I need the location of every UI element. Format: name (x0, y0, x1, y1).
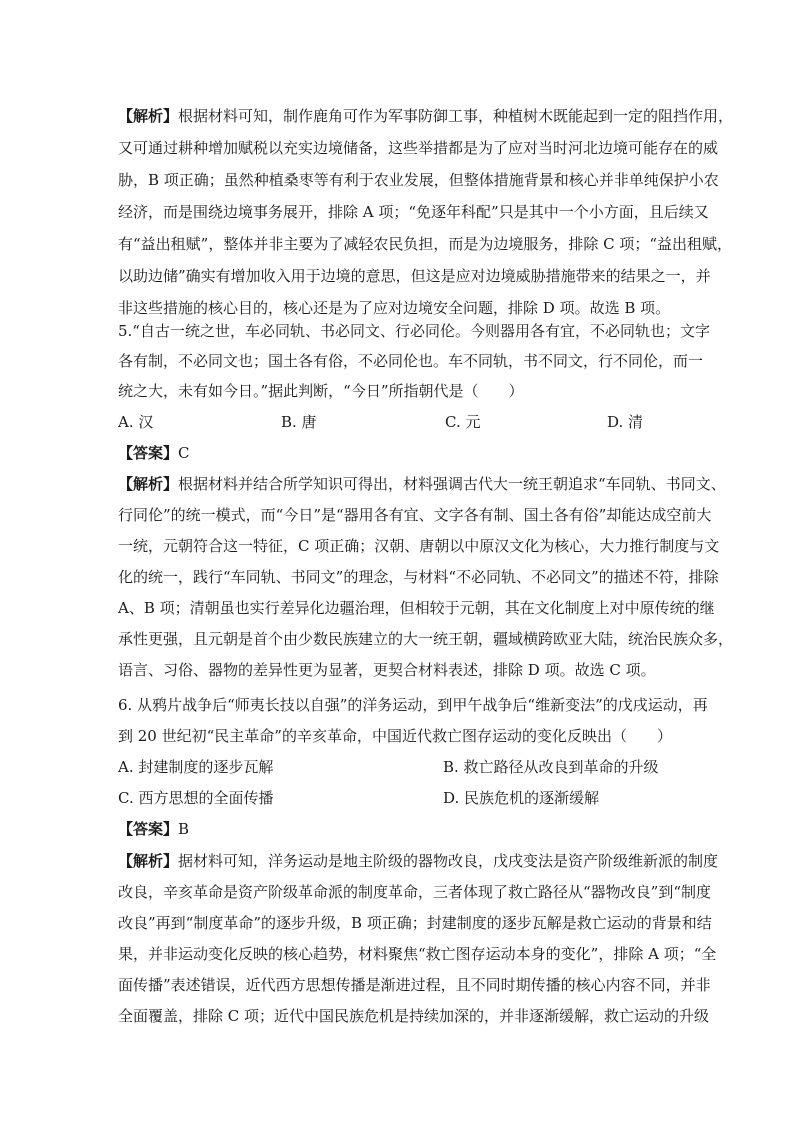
q5-analysis-line-5: A、B 项；清朝虽也实行差异化边疆治理，但相较于元朝，其在文化制度上对中原传统的继 (118, 599, 715, 617)
q4-analysis-line-2: 又可通过耕种增加赋税以充实边境储备，这些举措都是为了应对当时河北边境可能存在的威 (118, 139, 719, 157)
answer-label: 【答案】 (118, 444, 179, 462)
q5-stem-line-2: 各有制，不必同文也；国土各有俗，不必同伦也。车不同轨，书不同文，行不同伦，而一 (118, 352, 704, 370)
q5-analysis-line-7: 语言、习俗、器物的差异性更为显著，更契合材料表述，排除 D 项。故选 C 项。 (118, 661, 656, 679)
q4-analysis-line-6: 以助边储”确实有增加收入用于边境的意思，但这是应对边境威胁措施带来的结果之一，并 (118, 267, 711, 285)
q5-answer-value: C (178, 444, 190, 462)
analysis-label: 【解析】 (118, 475, 179, 493)
q4-analysis-line-4: 经济，而是围绕边境事务展开，排除 A 项；“免逐年科配”只是其中一个小方面，且后续又 (118, 203, 709, 221)
q6-option-a: A. 封建制度的逐步瓦解 (118, 758, 274, 776)
answer-label: 【答案】 (118, 820, 179, 838)
q6-analysis-line-4: 果，并非运动变化反映的核心趋势，材料聚焦“救亡图存运动本身的变化”，排除 A 项；“全 (118, 945, 717, 963)
q6-analysis-line-1: 【解析】据材料可知，洋务运动是地主阶级的器物改良，戊戌变法是资产阶级维新派的制度 (118, 852, 719, 870)
q6-analysis-line-3: 改良”再到“制度革命”的逐步升级，B 项正确；封建制度的逐步瓦解是救亡运动的背景和结 (118, 914, 712, 932)
analysis-label: 【解析】 (118, 107, 179, 125)
q5-stem-line-1: 5.“自古一统之世，车必同轨、书必同文、行必同伦。今则器用各有宜，不必同轨也；文字 (118, 322, 710, 340)
q5-option-a: A. 汉 (118, 413, 154, 431)
q5-stem-line-3: 统之大，未有如今日。”据此判断，“今日”所指朝代是（ ） (118, 382, 524, 400)
q6-analysis-line-5: 面传播”表述错误，近代西方思想传播是渐进过程，且不同时期传播的核心内容不同，并非 (118, 976, 711, 994)
q4-analysis-line-1: 【解析】根据材料可知，制作鹿角可作为军事防御工事，种植树木既能起到一定的阻挡作用， (118, 107, 734, 125)
q5-option-d: D. 清 (607, 413, 644, 431)
q6-stem-line-1: 6. 从鸦片战争后“师夷长技以自强”的洋务运动，到甲午战争后“维新变法”的戊戌运动，再 (118, 696, 708, 714)
q5-analysis-line-2: 行同伦”的统一模式，而“今日”是“器用各有宜、文字各有制、国土各有俗”却能达成空前大 (118, 506, 712, 524)
q4-analysis-line-7: 非这些措施的核心目的，核心还是为了应对边境安全问题，排除 D 项。故选 B 项。 (118, 299, 671, 317)
analysis-label: 【解析】 (118, 852, 179, 870)
q5-option-b: B. 唐 (281, 413, 317, 431)
q6-stem-line-2: 到 20 世纪初“民主革命”的辛亥革命，中国近代救亡图存运动的变化反映出（ ） (118, 727, 672, 745)
q5-answer (118, 443, 190, 463)
q6-analysis-line-2: 改良，辛亥革命是资产阶级革命派的制度革命，三者体现了救亡路径从“器物改良”到“制度 (118, 883, 712, 901)
q4-analysis-line-3: 胁，B 项正确；虽然种植桑枣等有利于农业发展，但整体措施背景和核心并非单纯保护小农 (118, 171, 719, 189)
q5-analysis-line-1: 【解析】根据材料并结合所学知识可得出，材料强调古代大一统王朝追求“车同轨、书同文、 (118, 475, 726, 493)
q6-option-b: B. 救亡路径从改良到革命的升级 (443, 758, 659, 776)
q6-option-d: D. 民族危机的逐渐缓解 (443, 789, 600, 807)
q6-answer (118, 819, 189, 839)
q5-analysis-line-4: 化的统一，践行“车同轨、书同文”的理念，与材料“不必同轨、不必同文”的描述不符，排除 (118, 568, 719, 586)
q6-analysis-line-6: 全面覆盖，排除 C 项；近代中国民族危机是持续加深的，并非逐渐缓解，救亡运动的升级 (118, 1007, 710, 1025)
q5-analysis-line-3: 一统，元朝符合这一特征，C 项正确；汉朝、唐朝以中原汉文化为核心，大力推行制度与文 (118, 537, 720, 555)
q5-option-c: C. 元 (445, 413, 481, 431)
q6-answer-value: B (178, 820, 190, 838)
q4-analysis-line-5: 有“益出租赋”，整体并非主要为了减轻农民负担，而是为边境服务，排除 C 项；“益出租赋， (118, 235, 733, 253)
q6-option-c: C. 西方思想的全面传播 (118, 789, 274, 807)
q5-analysis-line-6: 承性更强，且元朝是首个由少数民族建立的大一统王朝，疆域横跨欧亚大陆，统治民族众多， (118, 630, 734, 648)
